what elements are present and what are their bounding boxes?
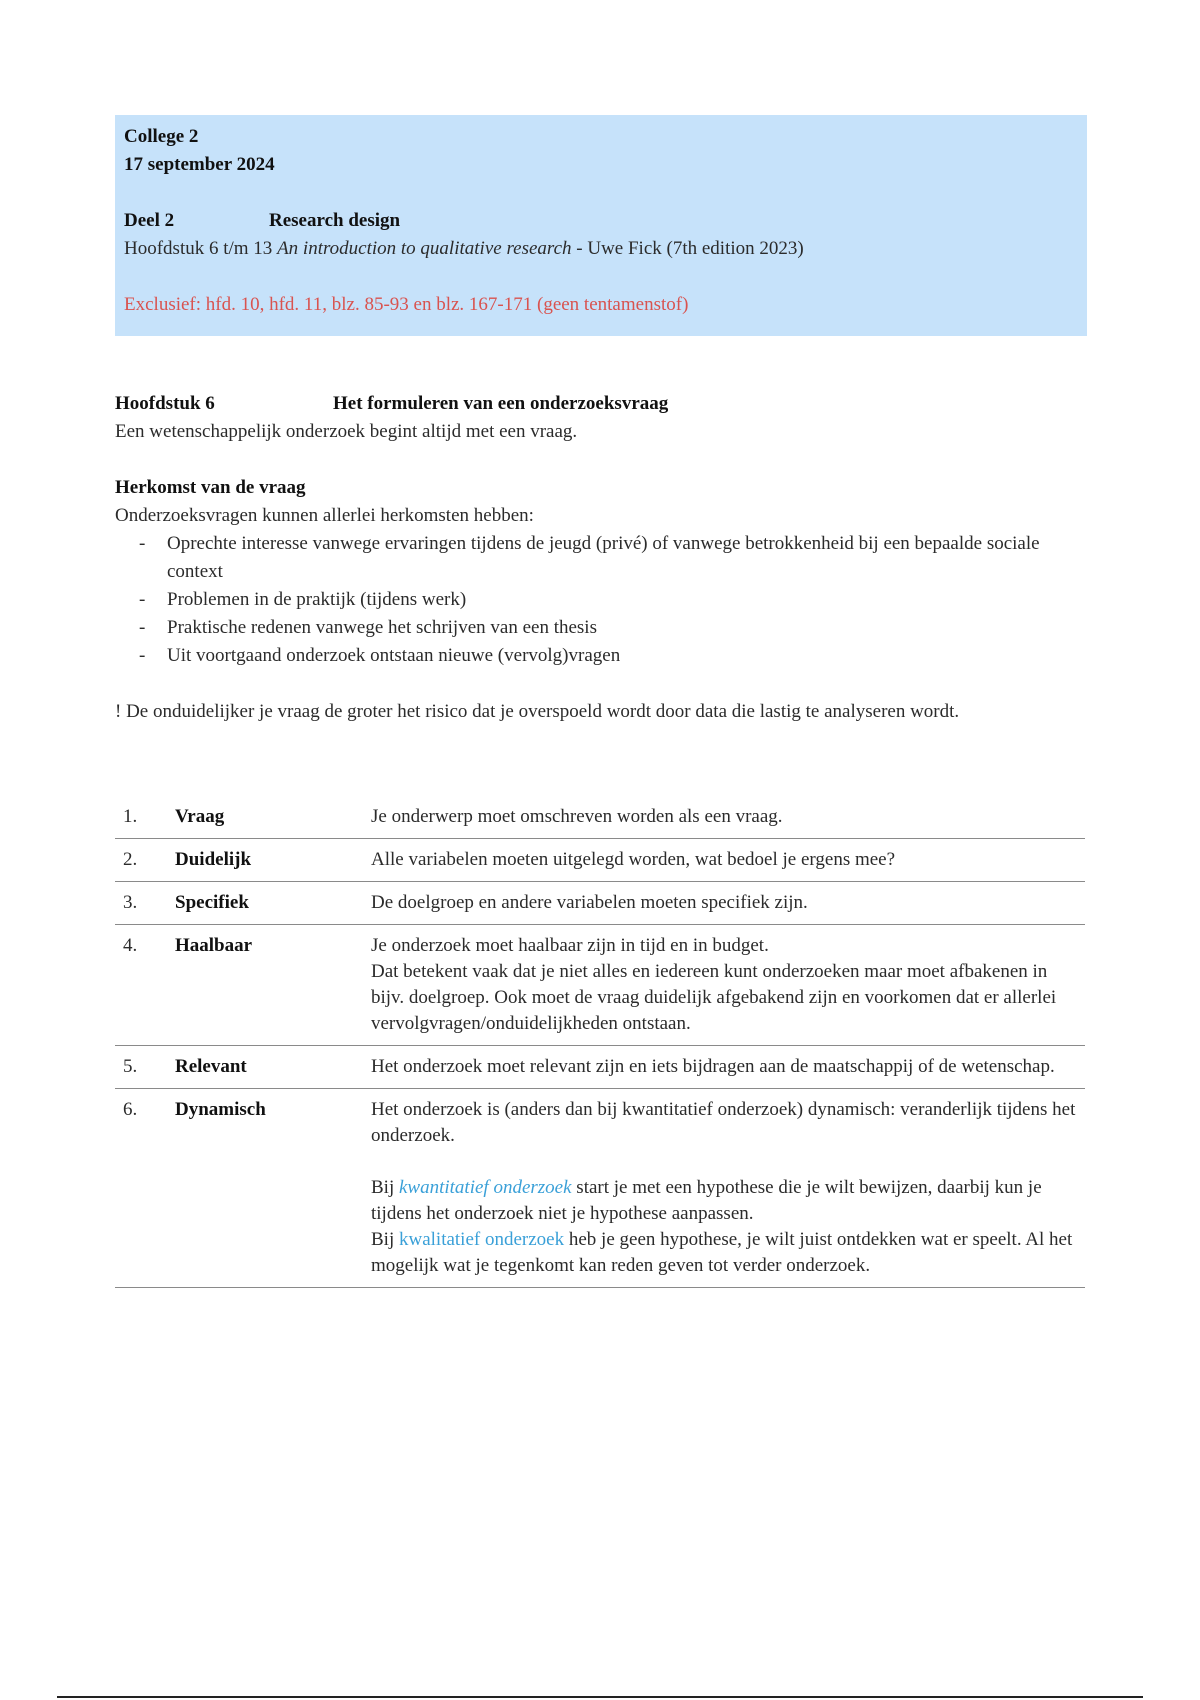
header-box [115, 115, 1087, 336]
source-suffix: - Uwe Fick (7th edition 2023) [571, 238, 804, 259]
list-item: - Oprechte interesse vanwege ervaringen tijdens de jeugd (privé) of vanwege betrokkenheid bij een bepaalde sociale context [167, 530, 1087, 586]
chapter-heading [115, 390, 1087, 418]
criterion-number: 5. [123, 1056, 138, 1077]
quantitative-paragraph: Bij kwantitatief onderzoek start je met een hypothese die je wilt bewijzen, daarbij kun je tijdens het onderzoek niet je hypothese aanpassen. [371, 1177, 1042, 1224]
criterion-number: 6. [123, 1099, 138, 1120]
footer-divider [57, 1696, 1143, 1698]
source-line [124, 235, 1078, 263]
list-item: - Praktische redenen vanwege het schrijven van een thesis [167, 614, 1087, 642]
bullet-marker: - [139, 645, 146, 666]
bullet-marker: - [139, 589, 146, 610]
chapter-intro: Een wetenschappelijk onderzoek begint altijd met een vraag. [115, 421, 578, 442]
bullet-marker: - [139, 533, 146, 554]
deel-row [124, 207, 1078, 235]
chapter-label: Hoofdstuk 6 [115, 393, 215, 414]
criterion-term: Vraag [175, 806, 225, 827]
exclusion-note: Exclusief: hfd. 10, hfd. 11, blz. 85-93 en blz. 167-171 (geen tentamenstof) [124, 294, 689, 315]
table-row [115, 1089, 1085, 1288]
qualitative-paragraph: Bij kwalitatief onderzoek heb je geen hypothese, je wilt juist ontdekken wat er speelt. Al het mogelijk wat je tegenkomt kan reden geven tot verder onderzoek. [371, 1229, 1073, 1276]
table-row [115, 882, 1085, 925]
college-title: College 2 [124, 126, 199, 147]
criterion-term: Specifiek [175, 892, 249, 913]
criterion-number: 2. [123, 849, 138, 870]
criterion-term: Relevant [175, 1056, 247, 1077]
qualitative-term: kwalitatief onderzoek [398, 1229, 565, 1250]
table-row [115, 839, 1085, 882]
warning-note: ! De onduidelijker je vraag de groter het risico dat je overspoeld wordt door data die lastig te analyseren wordt. [115, 701, 960, 722]
origin-list [115, 530, 1087, 670]
origin-heading: Herkomst van de vraag [115, 477, 306, 498]
criterion-description: Alle variabelen moeten uitgelegd worden, wat bedoel je ergens mee? [371, 849, 896, 870]
criterion-description: Je onderwerp moet omschreven worden als een vraag. [371, 806, 783, 827]
criterion-description-line: Het onderzoek is (anders dan bij kwantitatief onderzoek) dynamisch: veranderlijk tijdens het onderzoek. [371, 1099, 1076, 1146]
criterion-term: Dynamisch [175, 1099, 266, 1120]
deel-label: Deel 2 [124, 210, 175, 231]
table-row [115, 796, 1085, 839]
chapter-content [115, 390, 1087, 726]
table-row [115, 925, 1085, 1046]
criteria-table [115, 796, 1085, 1288]
deel-title: Research design [269, 210, 401, 231]
source-book: An introduction to qualitative research [277, 238, 572, 259]
bullet-marker: - [139, 617, 146, 638]
criterion-number: 1. [123, 806, 138, 827]
quantitative-term: kwantitatief onderzoek [398, 1177, 572, 1198]
criterion-term: Duidelijk [175, 849, 252, 870]
criterion-description [370, 925, 1085, 1046]
table-row [115, 1046, 1085, 1089]
college-date: 17 september 2024 [124, 154, 275, 175]
criterion-description: Het onderzoek moet relevant zijn en iets bijdragen aan de maatschappij of de wetenschap. [371, 1056, 1055, 1077]
criterion-description-line: Je onderzoek moet haalbaar zijn in tijd en in budget. [371, 935, 769, 956]
criterion-term: Haalbaar [175, 935, 253, 956]
source-prefix: Hoofdstuk 6 t/m 13 [124, 238, 278, 259]
criterion-number: 3. [123, 892, 138, 913]
criterion-description: De doelgroep en andere variabelen moeten specifiek zijn. [371, 892, 808, 913]
list-item: - Problemen in de praktijk (tijdens werk) [167, 586, 1087, 614]
origin-intro: Onderzoeksvragen kunnen allerlei herkomsten hebben: [115, 505, 534, 526]
criterion-description [370, 1089, 1085, 1288]
chapter-title: Het formuleren van een onderzoeksvraag [333, 393, 669, 414]
list-item: - Uit voortgaand onderzoek ontstaan nieuwe (vervolg)vragen [167, 642, 1087, 670]
criterion-description-detail: Dat betekent vaak dat je niet alles en iedereen kunt onderzoeken maar moet afbakenen in bijv. doelgroep. Ook moet de vraag duidelijk afgebakend zijn en voorkomen dat er allerlei vervolgvragen/onduidelijkheden ontstaan. [371, 961, 1057, 1034]
criterion-number: 4. [123, 935, 138, 956]
